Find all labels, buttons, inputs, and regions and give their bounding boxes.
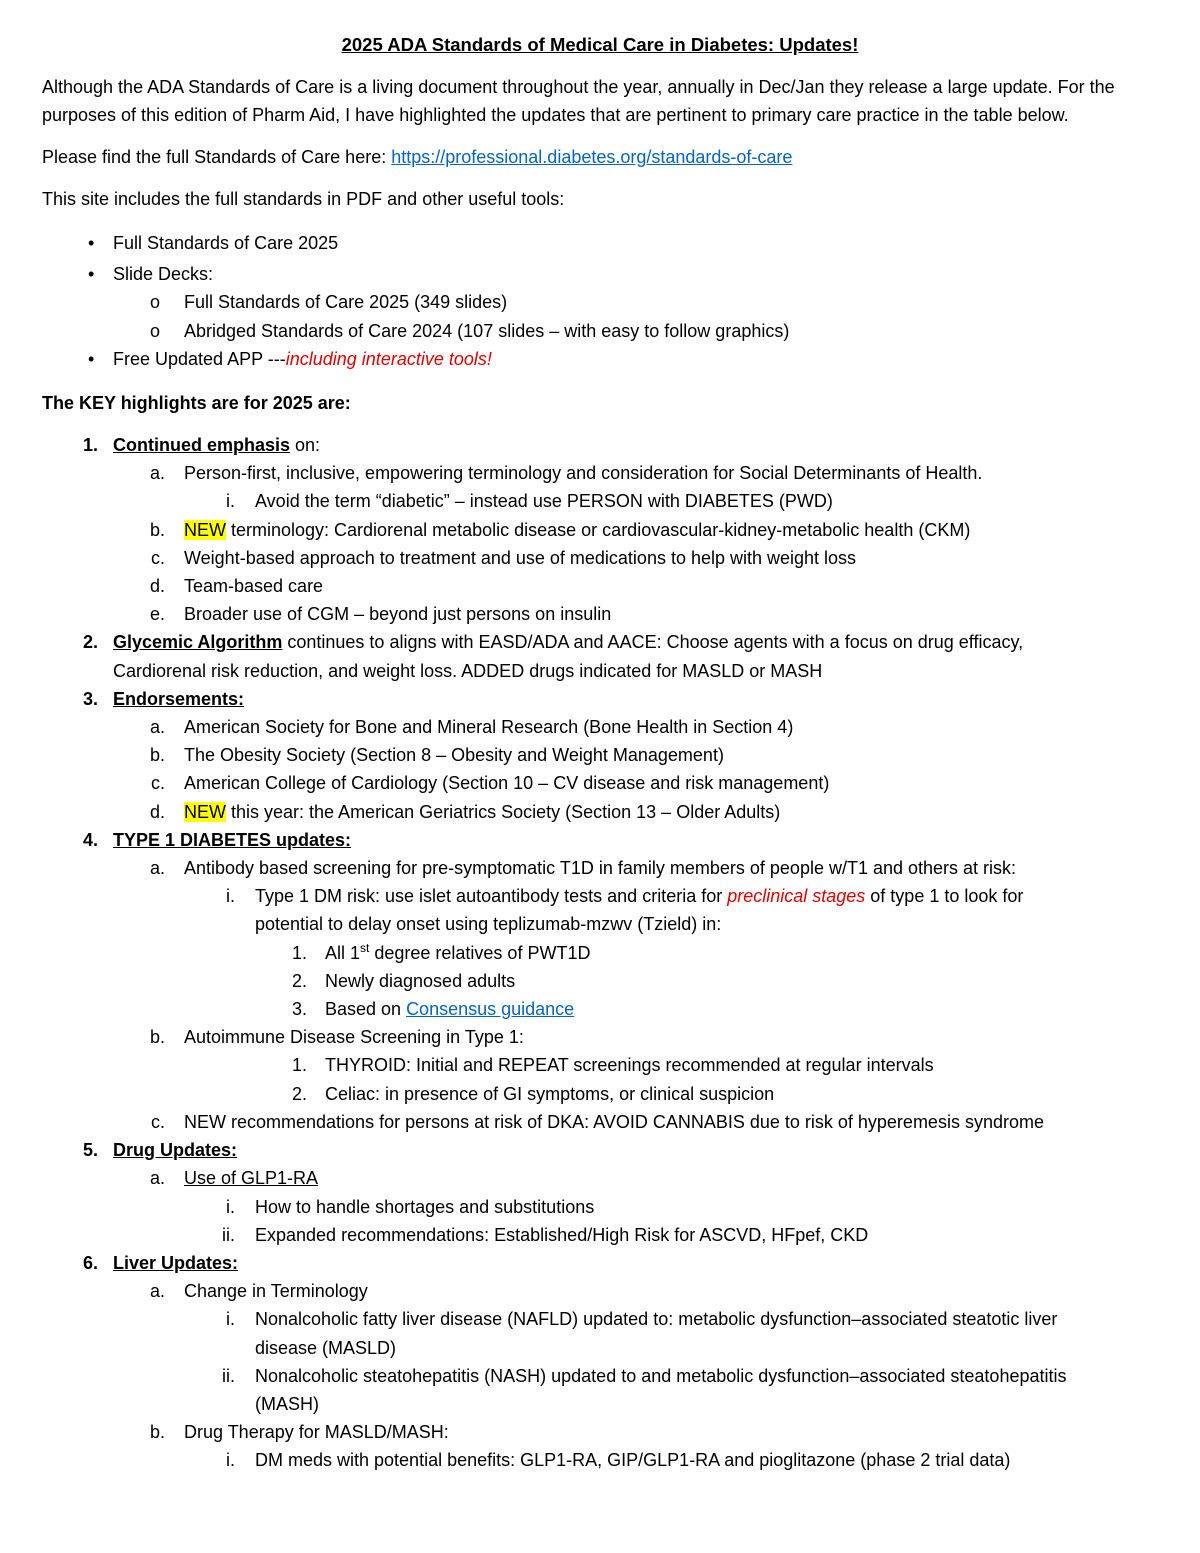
outline-item: [0, 741, 1200, 769]
section-title: Continued emphasis: [113, 435, 291, 456]
section-title: Liver Updates:: [113, 1252, 239, 1273]
outline-item: [0, 487, 1200, 515]
item-text: Nonalcoholic fatty liver disease (NAFLD) updated to: metabolic dysfunction–associated steatotic liver: [255, 1309, 1058, 1330]
bullet-glyph: •: [88, 233, 95, 253]
item-marker: 1.: [291, 1055, 307, 1076]
item-marker: c.: [150, 1111, 165, 1132]
item-text: Team-based care: [184, 576, 324, 597]
item-text: Drug Therapy for MASLD/MASH:: [184, 1422, 449, 1443]
outline-item-continuation: [0, 1390, 1200, 1418]
list-item-text: Free Updated APP ---: [113, 348, 286, 369]
outline-item: [0, 854, 1200, 882]
list-item: [0, 345, 1200, 373]
outline-item: [0, 1023, 1200, 1051]
item-marker: 1.: [291, 942, 307, 963]
outline-item: [0, 1305, 1200, 1333]
outline-item: [0, 1221, 1200, 1249]
item-marker: d.: [149, 801, 165, 822]
list-item: [0, 260, 1200, 288]
outline-item: [0, 1418, 1200, 1446]
item-text: American Society for Bone and Mineral Research (Bone Health in Section 4): [184, 717, 794, 738]
outline-item: [0, 713, 1200, 741]
item-text: (MASH): [255, 1393, 319, 1414]
item-marker: 3.: [291, 999, 307, 1020]
section-number: 4.: [82, 829, 98, 850]
highlights-outline: [0, 431, 1200, 1475]
bullet-glyph: •: [88, 348, 95, 369]
sub-list-item: [0, 288, 1200, 316]
item-text: Broader use of CGM – beyond just persons on insulin: [184, 604, 612, 625]
bullet-glyph: •: [88, 264, 95, 285]
item-text: this year: the American Geriatrics Society (Section 13 – Older Adults): [226, 801, 781, 822]
sub-bullet-glyph: o: [150, 320, 161, 341]
outline-item: [0, 1108, 1200, 1136]
outline-item-continuation: [0, 1334, 1200, 1362]
list-item: [0, 229, 1200, 257]
sub-list-item-text: Abridged Standards of Care 2024 (107 slides – with easy to follow graphics): [184, 320, 790, 341]
new-highlight: NEW: [184, 519, 226, 540]
item-text: disease (MASLD): [255, 1337, 397, 1358]
outline-item: [0, 516, 1200, 544]
item-text: Expanded recommendations: Established/High Risk for ASCVD, HFpef, CKD: [255, 1224, 869, 1245]
item-marker: ii.: [222, 1224, 235, 1245]
section-2-continuation: [0, 657, 1200, 685]
list-item-text: Full Standards of Care 2025: [113, 233, 339, 253]
section-number: 3.: [82, 688, 98, 709]
item-text: Weight-based approach to treatment and use of medications to help with weight loss: [184, 547, 857, 568]
section-number: 5.: [82, 1140, 98, 1161]
item-marker: i.: [226, 1450, 235, 1471]
section-number: 6.: [82, 1252, 98, 1273]
new-highlight: NEW: [184, 801, 226, 822]
sub-list-item: [0, 317, 1200, 345]
item-text: Newly diagnosed adults: [325, 970, 516, 991]
item-marker: b.: [149, 519, 165, 540]
item-marker: ii.: [222, 1365, 235, 1386]
item-marker: i.: [226, 1196, 235, 1217]
item-marker: 2.: [291, 1083, 307, 1104]
section-number: 2.: [82, 632, 98, 653]
interactive-tools-note: including interactive tools!: [285, 348, 492, 369]
outline-item: [0, 769, 1200, 797]
site-tools-line: This site includes the full standards in PDF and other useful tools:: [42, 189, 565, 209]
outline-item: [0, 882, 1200, 910]
intro-paragraph: Although the ADA Standards of Care is a living document throughout the year, annually in Dec/Jan they release a large update. For the purposes of this edition of Pharm Aid, I have highlighted the updates that are pertinent to primary care practice in the table below.: [42, 77, 1115, 125]
section-title: Endorsements:: [113, 688, 245, 709]
outline-item: [0, 572, 1200, 600]
item-marker: a.: [149, 463, 165, 484]
section-title-tail: on:: [290, 435, 321, 456]
item-marker: a.: [149, 1168, 165, 1189]
item-text: American College of Cardiology (Section 10 – CV disease and risk management): [184, 773, 830, 794]
outline-item: [0, 1164, 1200, 1192]
section-6-heading: [0, 1249, 1200, 1277]
section-3-heading: [0, 685, 1200, 713]
item-text: Antibody based screening for pre-symptomatic T1D in family members of people w/T1 and others at risk:: [184, 858, 1017, 879]
preclinical-stages-emphasis: preclinical stages: [727, 886, 866, 907]
item-text: Nonalcoholic steatohepatitis (NASH) updated to and metabolic dysfunction–associated steatohepatitis: [255, 1365, 1067, 1386]
item-marker: i.: [226, 491, 235, 512]
outline-item: [0, 459, 1200, 487]
item-marker: b.: [149, 745, 165, 766]
item-marker: a.: [149, 858, 165, 879]
sub-list-item-text: Full Standards of Care 2025 (349 slides): [184, 292, 508, 313]
item-marker: b.: [149, 1027, 165, 1048]
outline-item: [0, 967, 1200, 995]
outline-item: [0, 544, 1200, 572]
outline-item: [0, 995, 1200, 1023]
item-text: Avoid the term “diabetic” – instead use PERSON with DIABETES (PWD): [255, 491, 833, 512]
item-marker: c.: [150, 547, 165, 568]
item-text: The Obesity Society (Section 8 – Obesity and Weight Management): [184, 745, 724, 766]
section-title: TYPE 1 DIABETES updates:: [113, 829, 352, 850]
item-text: Based on: [325, 999, 407, 1020]
section-5-heading: [0, 1136, 1200, 1164]
outline-item: [0, 1051, 1200, 1079]
standards-link-line: [0, 143, 1200, 171]
outline-item: [0, 939, 1200, 967]
item-marker: e.: [149, 604, 165, 625]
item-marker: i.: [226, 1309, 235, 1330]
item-marker: a.: [149, 717, 165, 738]
outline-item-continuation: [0, 910, 1200, 938]
item-marker: a.: [149, 1281, 165, 1302]
item-text: Type 1 DM risk: use islet autoantibody tests and criteria for: [255, 886, 728, 907]
list-item-text: Slide Decks:: [113, 264, 214, 285]
item-marker: 2.: [291, 970, 307, 991]
item-marker: c.: [150, 773, 165, 794]
item-text: degree relatives of PWT1D: [369, 942, 591, 963]
section-2-heading: [0, 628, 1200, 656]
item-text: Cardiorenal risk reduction, and weight loss. ADDED drugs indicated for MASLD or MASH: [113, 660, 823, 681]
outline-item: [0, 1446, 1200, 1474]
key-highlights-heading: The KEY highlights are for 2025 are:: [42, 393, 351, 414]
outline-item: [0, 798, 1200, 826]
section-1-heading: [0, 431, 1200, 459]
section-number: 1.: [82, 435, 98, 456]
item-text: Change in Terminology: [184, 1281, 368, 1302]
item-text: Person-first, inclusive, empowering terminology and consideration for Social Determinants of Health.: [184, 463, 983, 484]
standards-of-care-link[interactable]: https://professional.diabetes.org/standards-of-care: [391, 147, 793, 167]
item-text: of type 1 to look for: [865, 886, 1024, 907]
document-title: 2025 ADA Standards of Medical Care in Diabetes: Updates!: [341, 34, 859, 55]
outline-item: [0, 600, 1200, 628]
section-4-heading: [0, 826, 1200, 854]
superscript: st: [360, 940, 370, 955]
find-text: Please find the full Standards of Care here:: [42, 147, 392, 167]
item-text: DM meds with potential benefits: GLP1-RA, GIP/GLP1-RA and pioglitazone (phase 2 trial data): [255, 1450, 1011, 1471]
outline-item: [0, 1193, 1200, 1221]
outline-item: [0, 1277, 1200, 1305]
sub-bullet-glyph: o: [150, 292, 161, 313]
section-title: Drug Updates:: [113, 1140, 238, 1161]
item-text: All 1: [325, 942, 361, 963]
outline-item: [0, 1362, 1200, 1390]
item-marker: d.: [149, 576, 165, 597]
item-text: How to handle shortages and substitutions: [255, 1196, 595, 1217]
item-text: continues to aligns with EASD/ADA and AACE: Choose agents with a focus on drug efficacy,: [282, 632, 1024, 653]
item-text: potential to delay onset using teplizumab-mzwv (Tzield) in:: [255, 914, 722, 935]
tools-list: [0, 229, 1200, 373]
section-title: Glycemic Algorithm: [113, 632, 283, 653]
item-text: terminology: Cardiorenal metabolic disease or cardiovascular-kidney-metabolic health (CKM): [226, 519, 971, 540]
consensus-guidance-link[interactable]: Consensus guidance: [406, 999, 575, 1020]
outline-item: [0, 1080, 1200, 1108]
item-text: NEW recommendations for persons at risk of DKA: AVOID CANNABIS due to risk of hyperemesis syndrome: [184, 1111, 1044, 1132]
item-marker: i.: [226, 886, 235, 907]
item-text: Autoimmune Disease Screening in Type 1:: [184, 1027, 524, 1048]
item-text: THYROID: Initial and REPEAT screenings recommended at regular intervals: [325, 1055, 934, 1076]
item-marker: b.: [149, 1422, 165, 1443]
item-text: Use of GLP1-RA: [184, 1168, 319, 1189]
item-text: Celiac: in presence of GI symptoms, or clinical suspicion: [325, 1083, 775, 1104]
